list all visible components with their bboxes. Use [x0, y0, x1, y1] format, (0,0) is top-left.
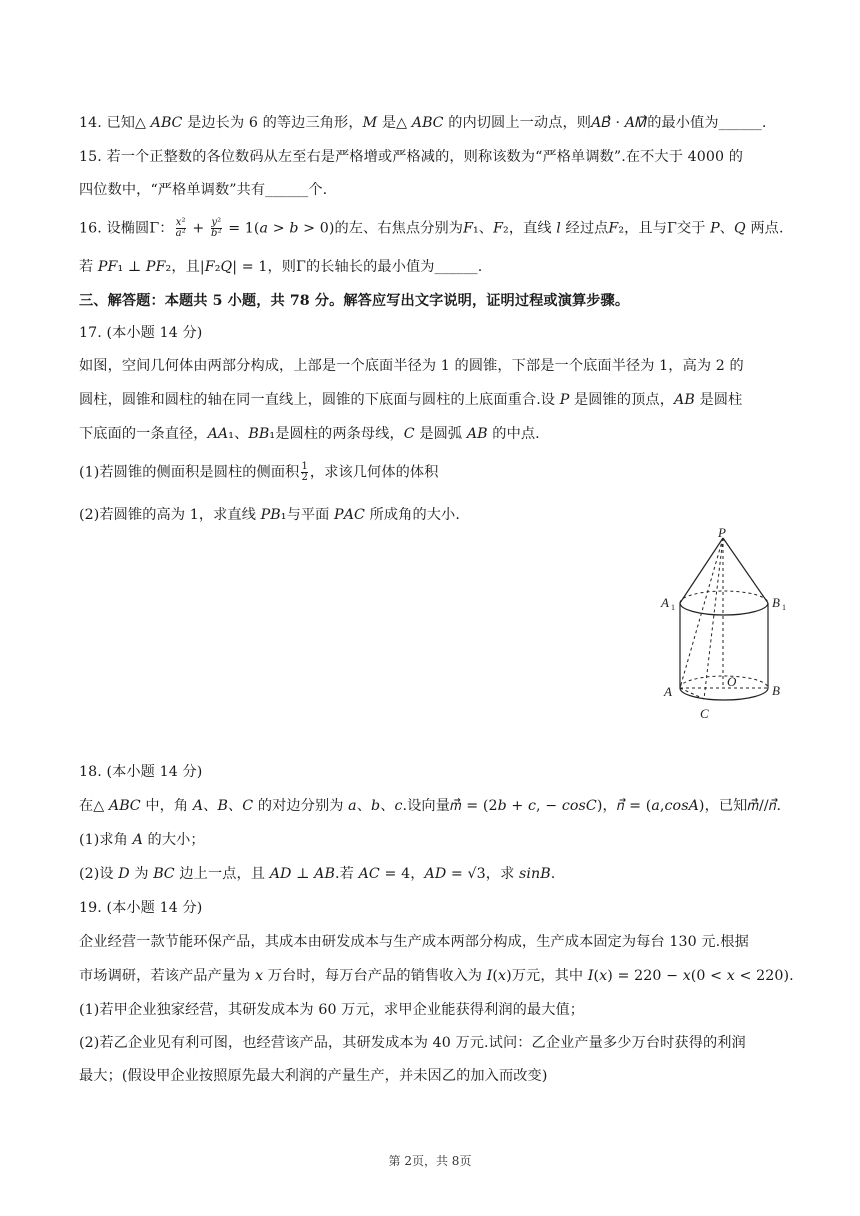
plus-sign: +: [187, 220, 209, 237]
label-O: O: [727, 674, 737, 689]
question-19-part-2-line-1: (2)若乙企业见有利可图，也经营该产品，其研发成本为 40 万元.试问：乙企业产量多少万台时获得的利润: [79, 1035, 746, 1051]
page-footer: 第 2页，共 8页: [388, 1154, 472, 1168]
question-15-line-1: 15. 若一个正整数的各位数码从左至右是严格增或严格减的，则称该数为“严格单调数”.在不大于 4000 的: [79, 149, 744, 165]
question-19-part-2-line-2: 最大；(假设甲企业按照原先最大利润的产量生产，并未因乙的加入而改变): [79, 1068, 548, 1084]
question-17-part-1: [79, 462, 799, 483]
label-B1: B: [772, 595, 780, 610]
question-15-line-2: 四位数中，“严格单调数”共有______个.: [79, 182, 328, 198]
question-18-line-1: 在△ 𝐴𝐵𝐶 中，角 𝐴、𝐵、𝐶 的对边分别为 𝑎、𝑏、𝑐.设向量𝑚⃗ = (2𝑏 + 𝑐, − 𝑐𝑜𝑠𝐶)，𝑛⃗ = (𝑎,𝑐𝑜𝑠𝐴)，已知𝑚⃗//𝑛⃗.: [79, 798, 782, 814]
question-16-line-2: 若 𝑃𝐹₁ ⊥ 𝑃𝐹₂，且|𝐹₂𝑄| = 1，则Γ的长轴长的最小值为______.: [79, 259, 483, 275]
fraction-x2-a2: [176, 218, 186, 239]
frac-den: 2: [301, 472, 308, 483]
question-14: 14. 已知△ 𝐴𝐵𝐶 是边长为 6 的等边三角形，𝑀 是△ 𝐴𝐵𝐶 的内切圆上一动点，则𝐴𝐵⃗ · 𝐴𝑀⃗的最小值为______.: [79, 115, 767, 131]
q16-suffix: = 1(𝑎 > 𝑏 > 0)的左、右焦点分别为𝐹₁、𝐹₂，直线 𝑙 经过点𝐹₂，且与Γ交于 𝑃、𝑄 两点.: [223, 220, 784, 237]
cone-cylinder-figure: [660, 528, 800, 728]
label-P: P: [718, 528, 726, 540]
question-19-line-2: 市场调研，若该产品产量为 𝑥 万台时，每万台产品的销售收入为 𝐼(𝑥)万元，其中 𝐼(𝑥) = 220 − 𝑥(0 < 𝑥 < 220).: [79, 968, 794, 984]
frac-num: 𝑥²: [175, 217, 186, 228]
label-B1-subscript: 1: [782, 603, 786, 612]
question-17-line-1: 如图，空间几何体由两部分构成，上部是一个底面半径为 1 的圆锥，下部是一个底面半径为 1，高为 2 的: [79, 358, 744, 374]
label-A1: A: [661, 595, 669, 610]
question-19-part-1: (1)若甲企业独家经营，其研发成本为 60 万元，求甲企业能获得利润的最大值；: [79, 1002, 585, 1018]
label-A: A: [664, 684, 672, 699]
label-C: C: [700, 706, 709, 721]
question-17-line-2: 圆柱，圆锥和圆柱的轴在同一直线上，圆锥的下底面与圆柱的上底面重合.设 𝑃 是圆锥的顶点，𝐴𝐵 是圆柱: [79, 392, 743, 408]
question-18-part-1: (1)求角 𝐴 的大小；: [79, 832, 205, 848]
question-19-line-1: 企业经营一款节能环保产品，其成本由研发成本与生产成本两部分构成，生产成本固定为每台 130 元.根据: [79, 934, 749, 950]
question-17-part-2: (2)若圆锥的高为 1，求直线 𝑃𝐵₁与平面 𝑃𝐴𝐶 所成角的大小.: [79, 507, 460, 523]
fraction-y2-b2: [211, 218, 222, 239]
frac-den: 𝑏²: [210, 228, 222, 239]
top-ellipse-front: [680, 603, 768, 615]
section-3-heading: 三、解答题：本题共 5 小题，共 78 分。解答应写出文字说明，证明过程或演算步骤。: [79, 293, 630, 309]
segment-PA: [680, 538, 723, 688]
top-ellipse-back: [680, 591, 768, 603]
frac-num: 1: [301, 461, 308, 472]
question-16-line-1: [79, 218, 799, 239]
question-17-header: 17. (本小题 14 分): [79, 325, 203, 341]
q16-prefix: 16. 设椭圆Γ：: [79, 220, 174, 237]
bottom-ellipse-back: [680, 676, 768, 688]
question-18-header: 18. (本小题 14 分): [79, 764, 203, 780]
question-19-header: 19. (本小题 14 分): [79, 900, 203, 916]
frac-den: 𝑎²: [175, 228, 186, 239]
q17-1-prefix: (1)若圆锥的侧面积是圆柱的侧面积: [79, 464, 300, 481]
figure-svg: [660, 528, 800, 728]
question-17-line-3: 下底面的一条直径，𝐴𝐴₁、𝐵𝐵₁是圆柱的两条母线，𝐶 是圆弧 𝐴𝐵 的中点.: [79, 426, 540, 442]
frac-num: 𝑦²: [211, 217, 222, 228]
cone-edge-right: [723, 538, 768, 603]
question-18-part-2: (2)设 𝐷 为 𝐵𝐶 边上一点，且 𝐴𝐷 ⊥ 𝐴𝐵.若 𝐴𝐶 = 4，𝐴𝐷 = √3，求 𝑠𝑖𝑛𝐵.: [79, 866, 556, 882]
label-A1-subscript: 1: [671, 603, 675, 612]
fraction-one-half: [301, 462, 307, 483]
q17-1-suffix: ，求该几何体的体积: [309, 464, 439, 481]
label-B: B: [772, 683, 780, 698]
